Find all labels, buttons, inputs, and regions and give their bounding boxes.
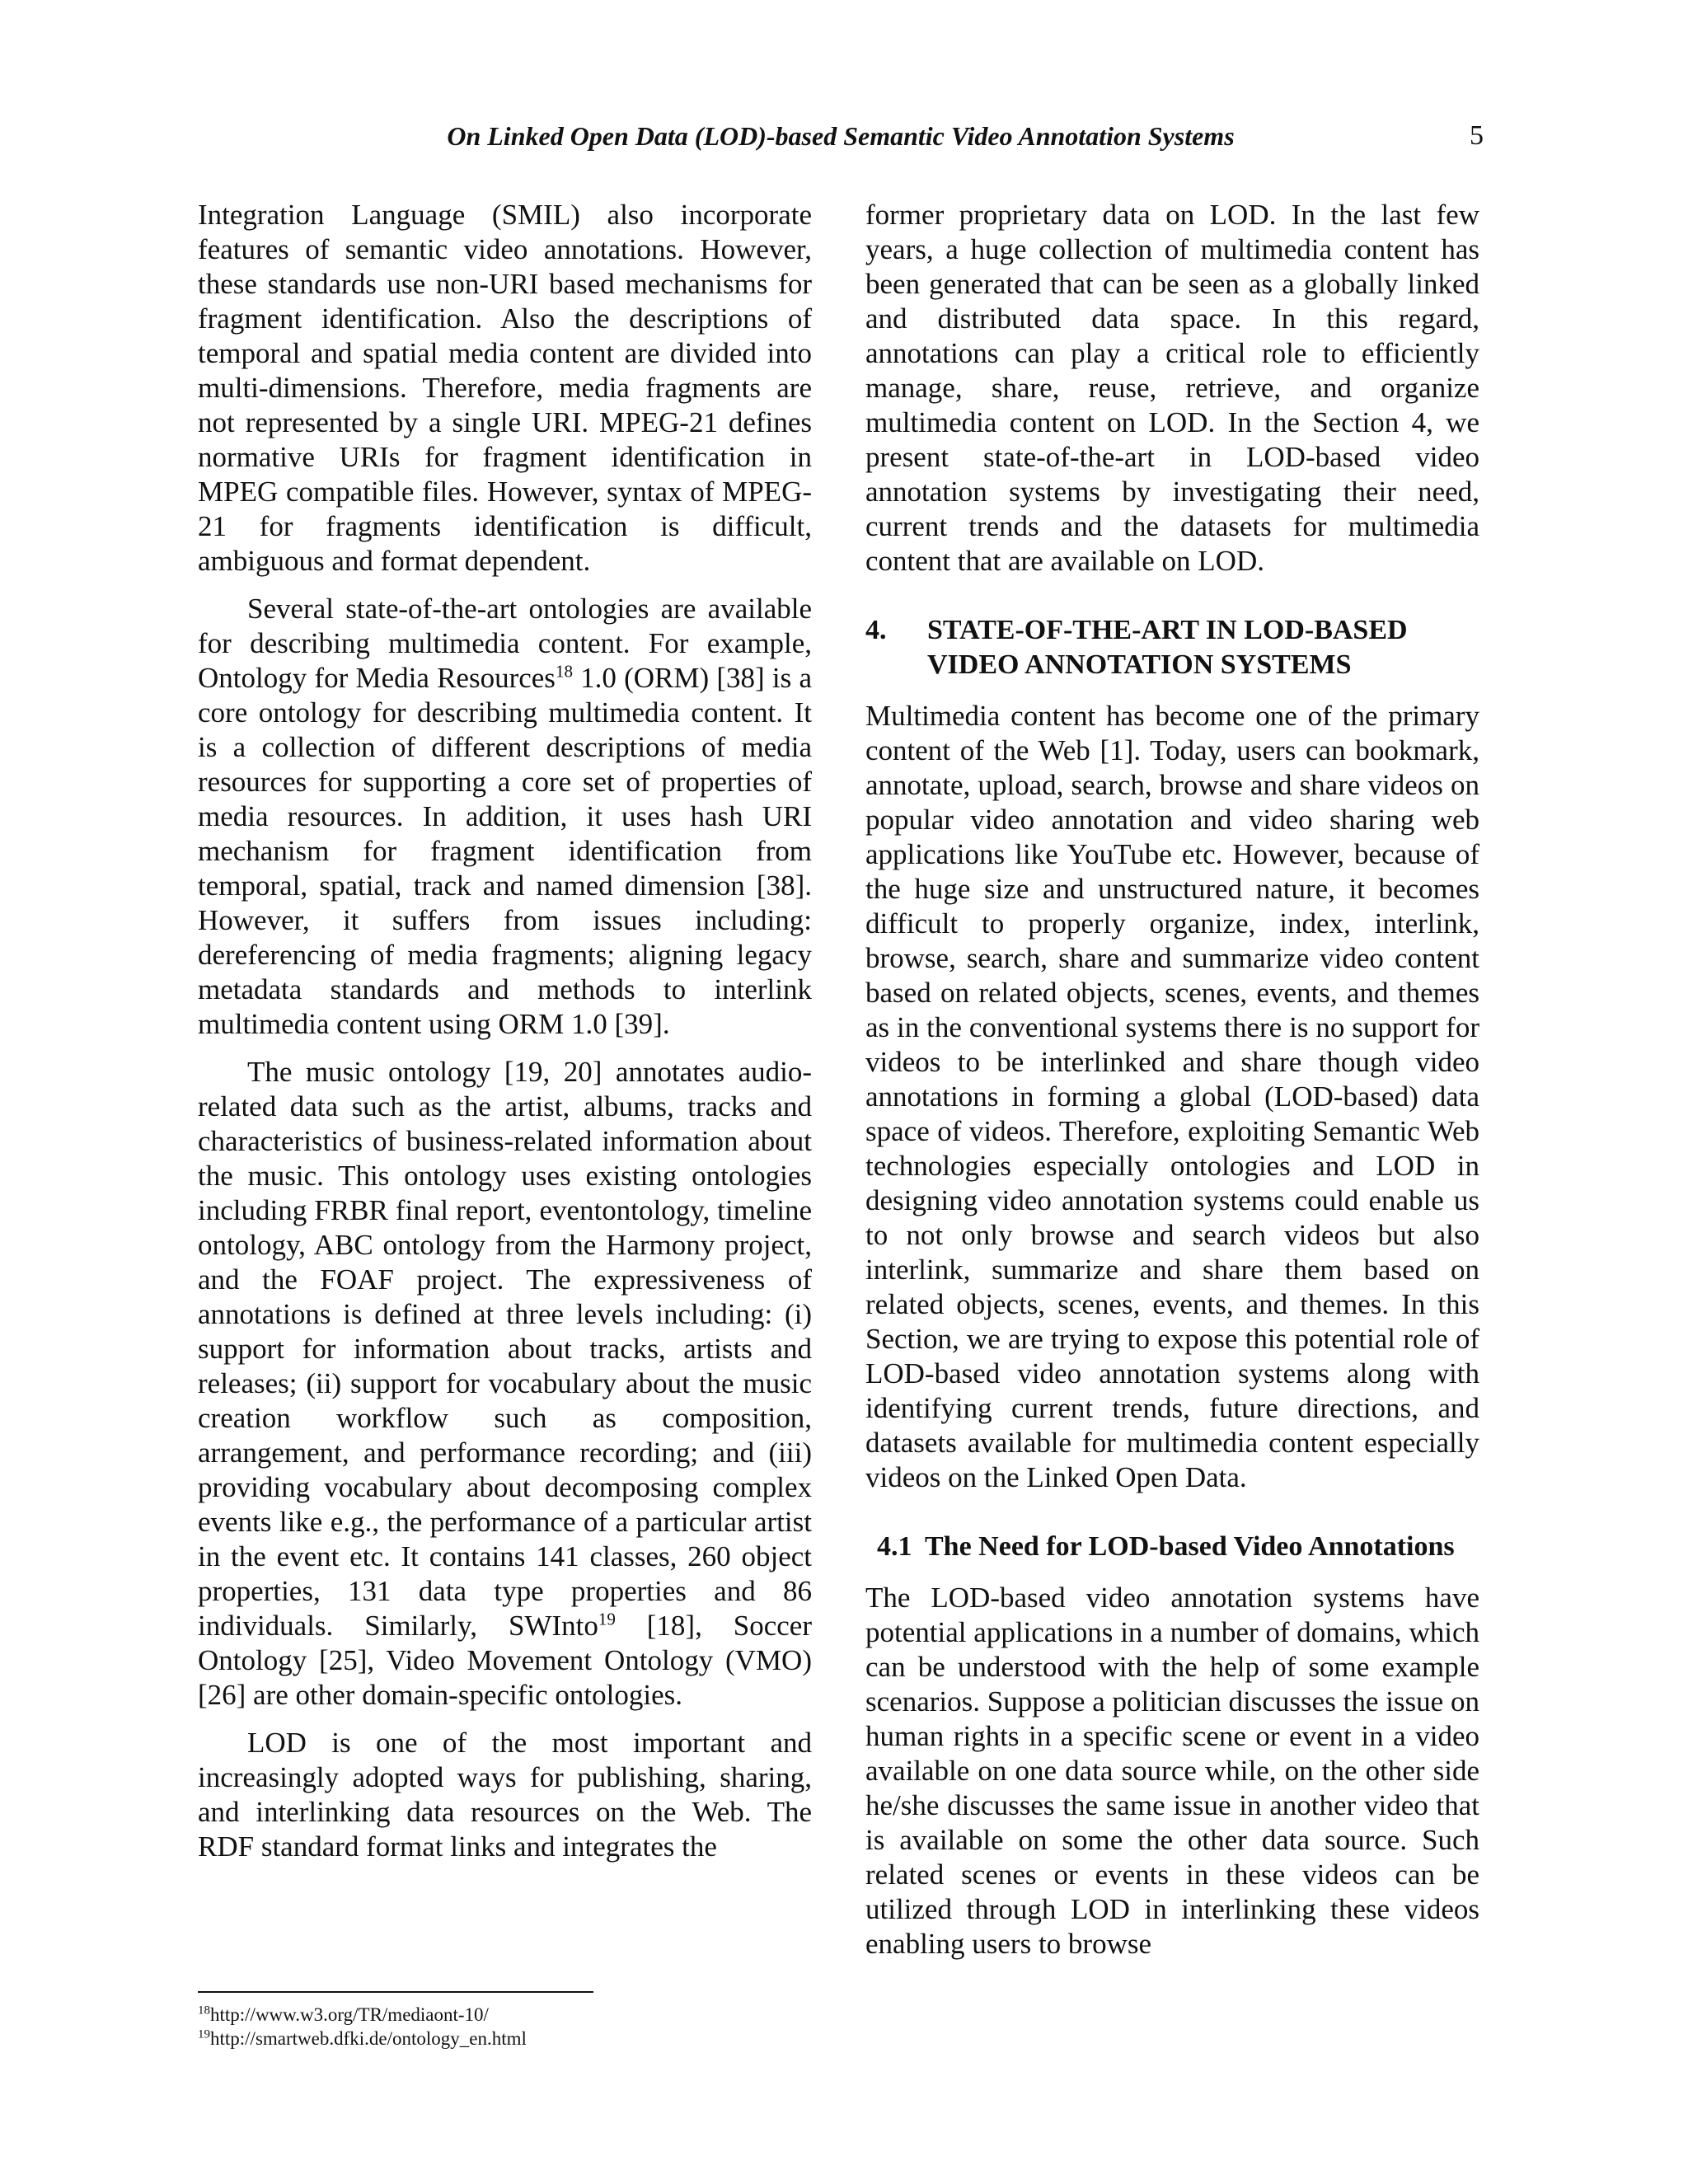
footnotes bbox=[198, 2003, 812, 2050]
footnote-link[interactable]: http://www.w3.org/TR/mediaont-10/ bbox=[210, 2004, 489, 2025]
footnote-separator bbox=[198, 1991, 593, 1993]
footnote-19 bbox=[198, 2027, 812, 2050]
footnote-number: 19 bbox=[198, 2027, 210, 2041]
subsection-heading bbox=[877, 1530, 1479, 1564]
paragraph-lod-data-space: former proprietary data on LOD. In the last few years, a huge collection of multimedia content has been generated that can be seen as a globally linked and distributed data space. In this regard, annotations can play a critical role to efficiently manage, share, reuse, retrieve, and organize multimedia content on LOD. In the Section 4, we present state-of-the-art in LOD-based video annotation systems by investigating their need, current trends and the datasets for multimedia content that are available on LOD. bbox=[865, 199, 1479, 577]
section-heading bbox=[865, 613, 1479, 682]
footnote-reference-19[interactable]: 19 bbox=[598, 1609, 616, 1629]
paragraph-need-scenarios: The LOD-based video annotation systems have potential applications in a number of domains, which can be understood with the help of some example scenarios. Suppose a politician discusses the issue on human rights in a specific scene or event in a video available on one data source while, on the other side he/she discusses the same issue in another video that is available on some the other data source. Such related scenes or events in these videos can be utilized through LOD in interlinking these videos enabling users to browse bbox=[865, 1582, 1479, 1960]
paragraph-text: [18], Soccer Ontology [25], Video Movement Ontology (VMO) [26] are other domain-specific ontologies. bbox=[198, 1610, 812, 1711]
footnote-link[interactable]: http://smartweb.dfki.de/ontology_en.html bbox=[210, 2028, 527, 2049]
footnote-18 bbox=[198, 2003, 812, 2027]
right-column bbox=[865, 198, 1479, 1975]
footnote-reference-18[interactable]: 18 bbox=[555, 661, 573, 682]
paragraph-lod-intro: LOD is one of the most important and increasingly adopted ways for publishing, sharing, and interlinking data resources on the Web. The RDF standard format links and integrates the bbox=[198, 1727, 812, 1863]
paragraph-text: Several state-of-the-art ontologies are available for describing multimedia content. For example, Ontology for Media Resources bbox=[198, 593, 812, 694]
page-number: 5 bbox=[1470, 120, 1484, 151]
subsection-number: 4.1 bbox=[877, 1531, 912, 1562]
footnote-number: 18 bbox=[198, 2004, 210, 2018]
paragraph-text: 1.0 (ORM) [38] is a core ontology for describing multimedia content. It is a collection of different descriptions of media resources for supporting a core set of properties of media resources. In addition, it uses hash URI mechanism for fragment identification from temporal, spatial, track and named dimension [38]. However, it suffers from issues including: dereferencing of media fragments; aligning legacy metadata standards and methods to interlink multimedia content using ORM 1.0 [39]. bbox=[198, 662, 812, 1040]
paragraph-smil-standards: Integration Language (SMIL) also incorporate features of semantic video annotations. However, these standards use non-URI based mechanisms for fragment identification. Also the descriptions of temporal and spatial media content are divided into multi-dimensions. Therefore, media fragments are not represented by a single URI. MPEG-21 defines normative URIs for fragment identification in MPEG compatible files. However, syntax of MPEG-21 for fragments identification is difficult, ambiguous and format dependent. bbox=[198, 199, 812, 577]
paragraph-multimedia-content: Multimedia content has become one of the primary content of the Web [1]. Today, users can bookmark, annotate, upload, search, browse and share videos on popular video annotation and video sharing web applications like YouTube etc. However, because of the huge size and unstructured nature, it becomes difficult to properly organize, index, interlink, browse, search, share and summarize video content based on related objects, scenes, events, and themes as in the conventional systems there is no support for videos to be interlinked and share though video annotations in forming a global (LOD-based) data space of videos. Therefore, exploiting Semantic Web technologies especially ontologies and LOD in designing video annotation systems could enable us to not only browse and search videos but also interlink, summarize and share them based on related objects, scenes, events, and themes. In this Section, we are trying to expose this potential role of LOD-based video annotation systems along with identifying current trends, future directions, and datasets available for multimedia content especially videos on the Linked Open Data. bbox=[865, 700, 1479, 1493]
left-column bbox=[198, 198, 812, 1877]
paragraph-music-ontology bbox=[198, 1055, 812, 1713]
section-title: STATE-OF-THE-ART IN LOD-BASED VIDEO ANNOTATION SYSTEMS bbox=[927, 615, 1408, 680]
subsection-title: The Need for LOD-based Video Annotations bbox=[925, 1531, 1455, 1562]
paragraph-ontologies bbox=[198, 592, 812, 1042]
running-header bbox=[198, 117, 1484, 155]
running-header-title: On Linked Open Data (LOD)-based Semantic Video Annotation Systems bbox=[447, 121, 1235, 151]
paragraph-text: The music ontology [19, 20] annotates audio-related data such as the artist, albums, tracks and characteristics of business-related information about the music. This ontology uses existing ontologies including FRBR final report, eventontology, timeline ontology, ABC ontology from the Harmony project, and the FOAF project. The expressiveness of annotations is defined at three levels including: (i) support for information about tracks, artists and releases; (ii) support for vocabulary about the music creation workflow such as composition, arrangement, and performance recording; and (iii) providing vocabulary about decomposing complex events like e.g., the performance of a particular artist in the event etc. It contains 141 classes, 260 object properties, 131 data type properties and 86 individuals. Similarly, SWInto bbox=[198, 1056, 812, 1642]
section-number: 4. bbox=[865, 615, 887, 645]
